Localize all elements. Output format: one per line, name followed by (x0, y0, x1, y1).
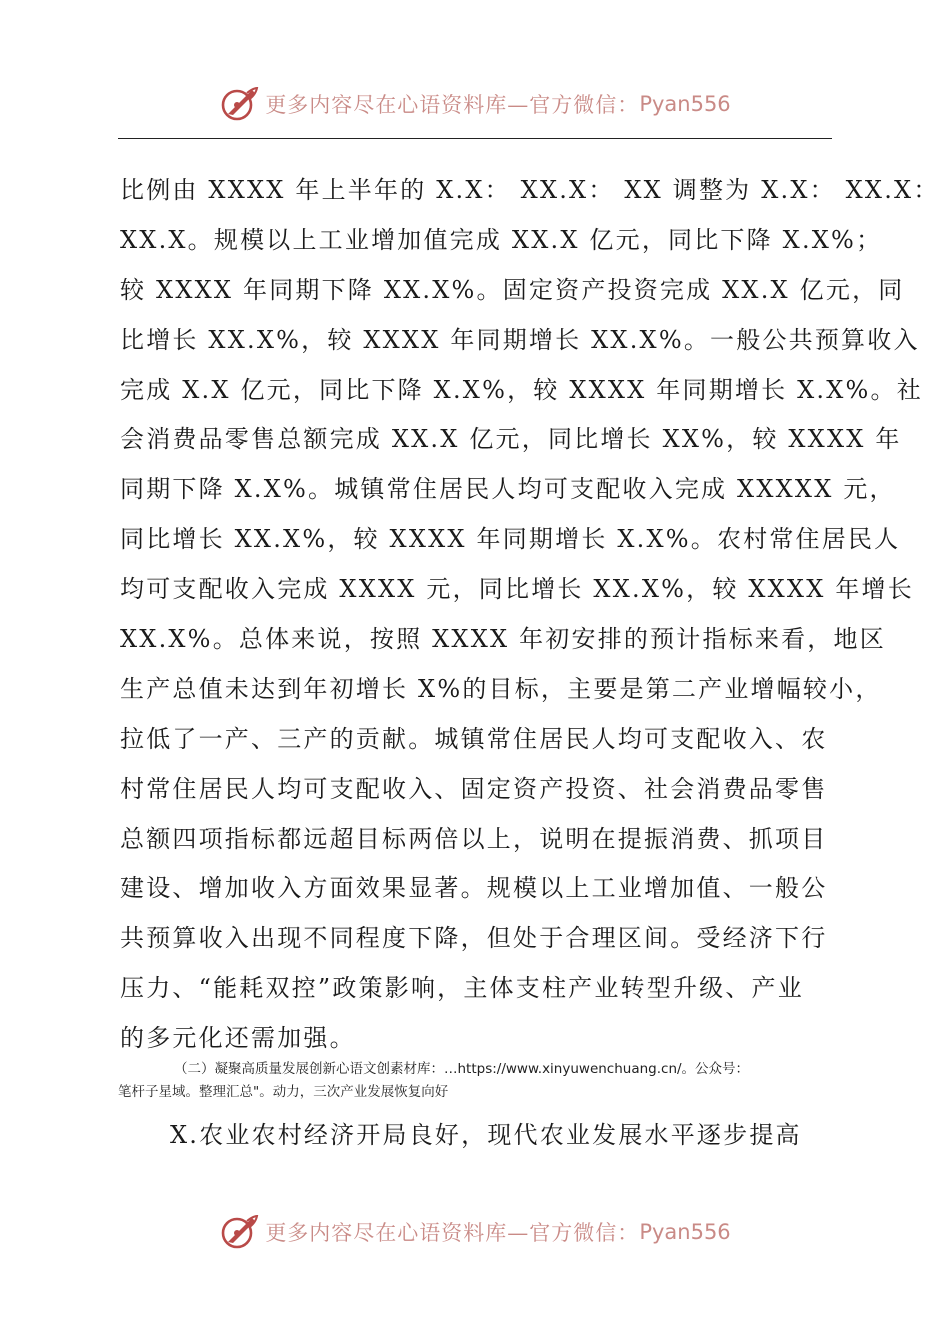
body-line: 村常住居民人均可支配收入、固定资产投资、社会消费品零售 (120, 774, 828, 803)
watermark-text: 更多内容尽在心语资料库—官方微信： (265, 93, 640, 117)
body-line: XX.X%。总体来说，按照 XXXX 年初安排的预计指标来看，地区 (120, 625, 886, 654)
watermark-text: 更多内容尽在心语资料库—官方微信： (265, 1221, 640, 1245)
body-line: 共预算收入出现不同程度下降，但处于合理区间。受经济下行 (120, 924, 828, 953)
watermark-wechat-id: Pyan556 (639, 92, 731, 116)
body-line: 生产总值未达到年初增长 X%的目标，主要是第二产业增幅较小， (120, 674, 882, 703)
body-line: 拉低了一产、三产的贡献。城镇常住居民人均可支配收入、农 (120, 724, 828, 753)
body-paragraph (120, 166, 940, 1064)
section-heading: X.农业农村经济开局良好，现代农业发展水平逐步提高 (170, 1121, 802, 1149)
header-watermark (0, 82, 950, 126)
body-line: 建设、增加收入方面效果显著。规模以上工业增加值、一般公 (120, 874, 828, 903)
quill-logo-icon (219, 84, 259, 124)
body-line: 同期下降 X.X%。城镇常住居民人均可支配收入完成 XXXXX 元， (120, 475, 896, 504)
quill-logo-icon (219, 1212, 259, 1252)
body-line: 压力、“能耗双控”政策影响，主体支柱产业转型升级、产业 (120, 974, 804, 1003)
section-note (118, 1058, 840, 1104)
body-line: 总额四项指标都远超目标两倍以上，说明在提振消费、抓项目 (120, 824, 828, 853)
body-line: 的多元化还需加强。 (120, 1024, 356, 1053)
body-line: 会消费品零售总额完成 XX.X 亿元，同比增长 XX%，较 XXXX 年 (120, 425, 902, 454)
note-line-1: （二）凝聚高质量发展创新心语文创素材库：…https://www.xinyuwenchuang.cn/。公众号： (174, 1061, 750, 1077)
body-line: 完成 X.X 亿元，同比下降 X.X%，较 XXXX 年同期增长 X.X%。社 (120, 375, 923, 404)
body-line: 较 XXXX 年同期下降 XX.X%。固定资产投资完成 XX.X 亿元，同 (120, 275, 905, 304)
body-line: 比例由 XXXX 年上半年的 X.X： XX.X： XX 调整为 X.X： XX.X： (120, 176, 940, 204)
watermark-wechat-id: Pyan556 (639, 1220, 731, 1244)
body-line: 均可支配收入完成 XXXX 元，同比增长 XX.X%，较 XXXX 年增长 (120, 575, 914, 604)
note-line-2: 笔杆子星域。整理汇总"。动力，三次产业发展恢复向好 (118, 1084, 449, 1100)
body-line: 比增长 XX.X%，较 XXXX 年同期增长 XX.X%。一般公共预算收入 (120, 325, 920, 354)
footer-watermark (0, 1210, 950, 1254)
body-line: XX.X。规模以上工业增加值完成 XX.X 亿元，同比下降 X.X%； (120, 225, 883, 254)
header-rule (118, 138, 832, 139)
body-line: 同比增长 XX.X%，较 XXXX 年同期增长 X.X%。农村常住居民人 (120, 525, 901, 554)
